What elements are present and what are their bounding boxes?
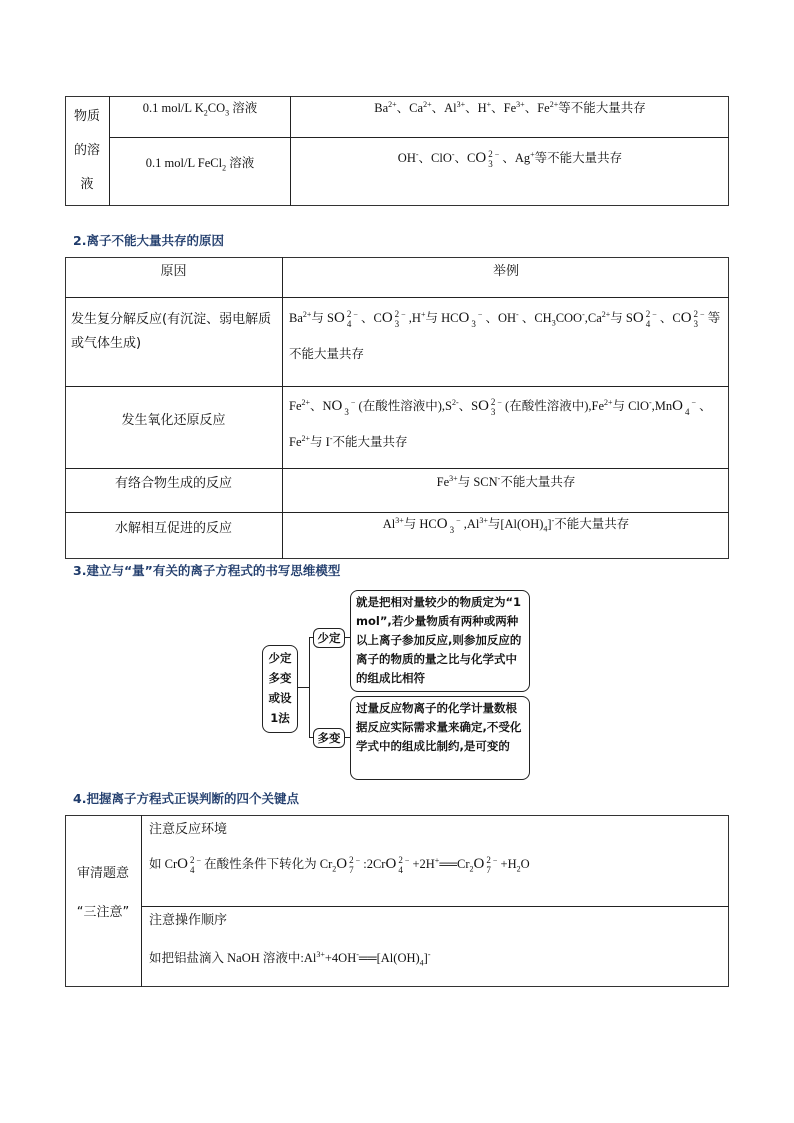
table1-row1-solution: 0.1 mol/L $K_2CO_3$ 溶液	[142, 101, 258, 118]
col-example-header: 举例	[492, 264, 519, 279]
col-reason-header: 原因	[160, 264, 187, 279]
mindmap-branch2-text: 过量反应物离子的化学计量数根据反应实际需求量来确定,不受化学式中的组成比制约,是可变的	[350, 696, 530, 780]
keypoints-left-line1: 审清题意	[76, 866, 129, 881]
item2-text: 如把铝盐滴入 NaOH 溶液中$:Al^{3+}+4OH^-══[Al(OH)_4]^-$	[149, 949, 431, 968]
mindmap-root: 少定 多变 或设 1法	[262, 645, 298, 733]
section2-title: 2.离子不能大量共存的原因	[73, 233, 224, 248]
mindmap-branch1-text: 就是把相对量较少的物质定为“1 mol”,若少量物质有两种或两种以上离子参加反应,则参加反应的离子的物质的量之比与化学式中的组成比相符	[350, 590, 530, 692]
item1-title: 注意反应环境	[149, 822, 228, 837]
row3-example: $Fe^{3+}$与 SCN-不能大量共存	[436, 473, 576, 489]
section4-title: 4.把握离子方程式正误判断的四个关键点	[73, 791, 299, 806]
keypoints-left-line2: “三注意”	[76, 905, 130, 920]
row2-reason: 发生氧化还原反应	[121, 413, 226, 428]
row1-example: $Ba^{2+}$与 SO 2 4 − 、CO 2 3 − ,H+与 HCO 3 − 、OH- 、$CH_3COO^-,Ca^{2+}$与 SO 2 4 − 、CO 2 3 − 等不能大量共存	[289, 309, 721, 361]
table1-row2-solution: 0.1 mol/L FeCl$_2$ 溶液	[145, 156, 255, 173]
row4-reason: 水解相互促进的反应	[114, 521, 232, 536]
section3-title: 3.建立与“量”有关的离子方程式的书写思维模型	[73, 563, 341, 578]
row3-reason: 有络合物生成的反应	[114, 476, 232, 491]
mindmap-branch2-label: 多变	[313, 728, 345, 748]
table1-header: 物质 的溶 液	[73, 109, 100, 192]
row2-example: $Fe^{2+}$、NO 3 − (在酸性溶液中)$,S^{2-}$、SO 2 3 − (在酸性溶液中)$,Fe^{2+}$与 ClO-,MnO 4 − 、$Fe^{2+}$与 I-不能大量共存	[289, 397, 712, 449]
table1-row1-example: $Ba^{2+}$、$Ca^{2+}$、$Al^{3+}$、H+、$Fe^{3+}$、$Fe^{2+}$等不能大量共存	[374, 99, 646, 115]
row4-example: $Al^{3+}$与 HCO 3 − $,Al^{3+}$与$[Al(OH)_4]^-$不能大量共存	[382, 515, 630, 536]
item1-text: 如 CrO 2 4 − 在酸性条件下转化为 $Cr_2O$ 2 7 − :2CrO 2 4 $^- +2H^+══Cr_2O$ 2 7 $^- +H_2O$	[149, 855, 530, 876]
table1-row2-example: OH-、ClO-、CO 2 3 − 、Ag+等不能大量共存	[397, 149, 623, 170]
item2-title: 注意操作顺序	[149, 913, 228, 928]
mindmap-branch1-label: 少定	[313, 628, 345, 648]
row1-reason: 发生复分解反应(有沉淀、弱电解质或气体生成)	[71, 312, 272, 351]
